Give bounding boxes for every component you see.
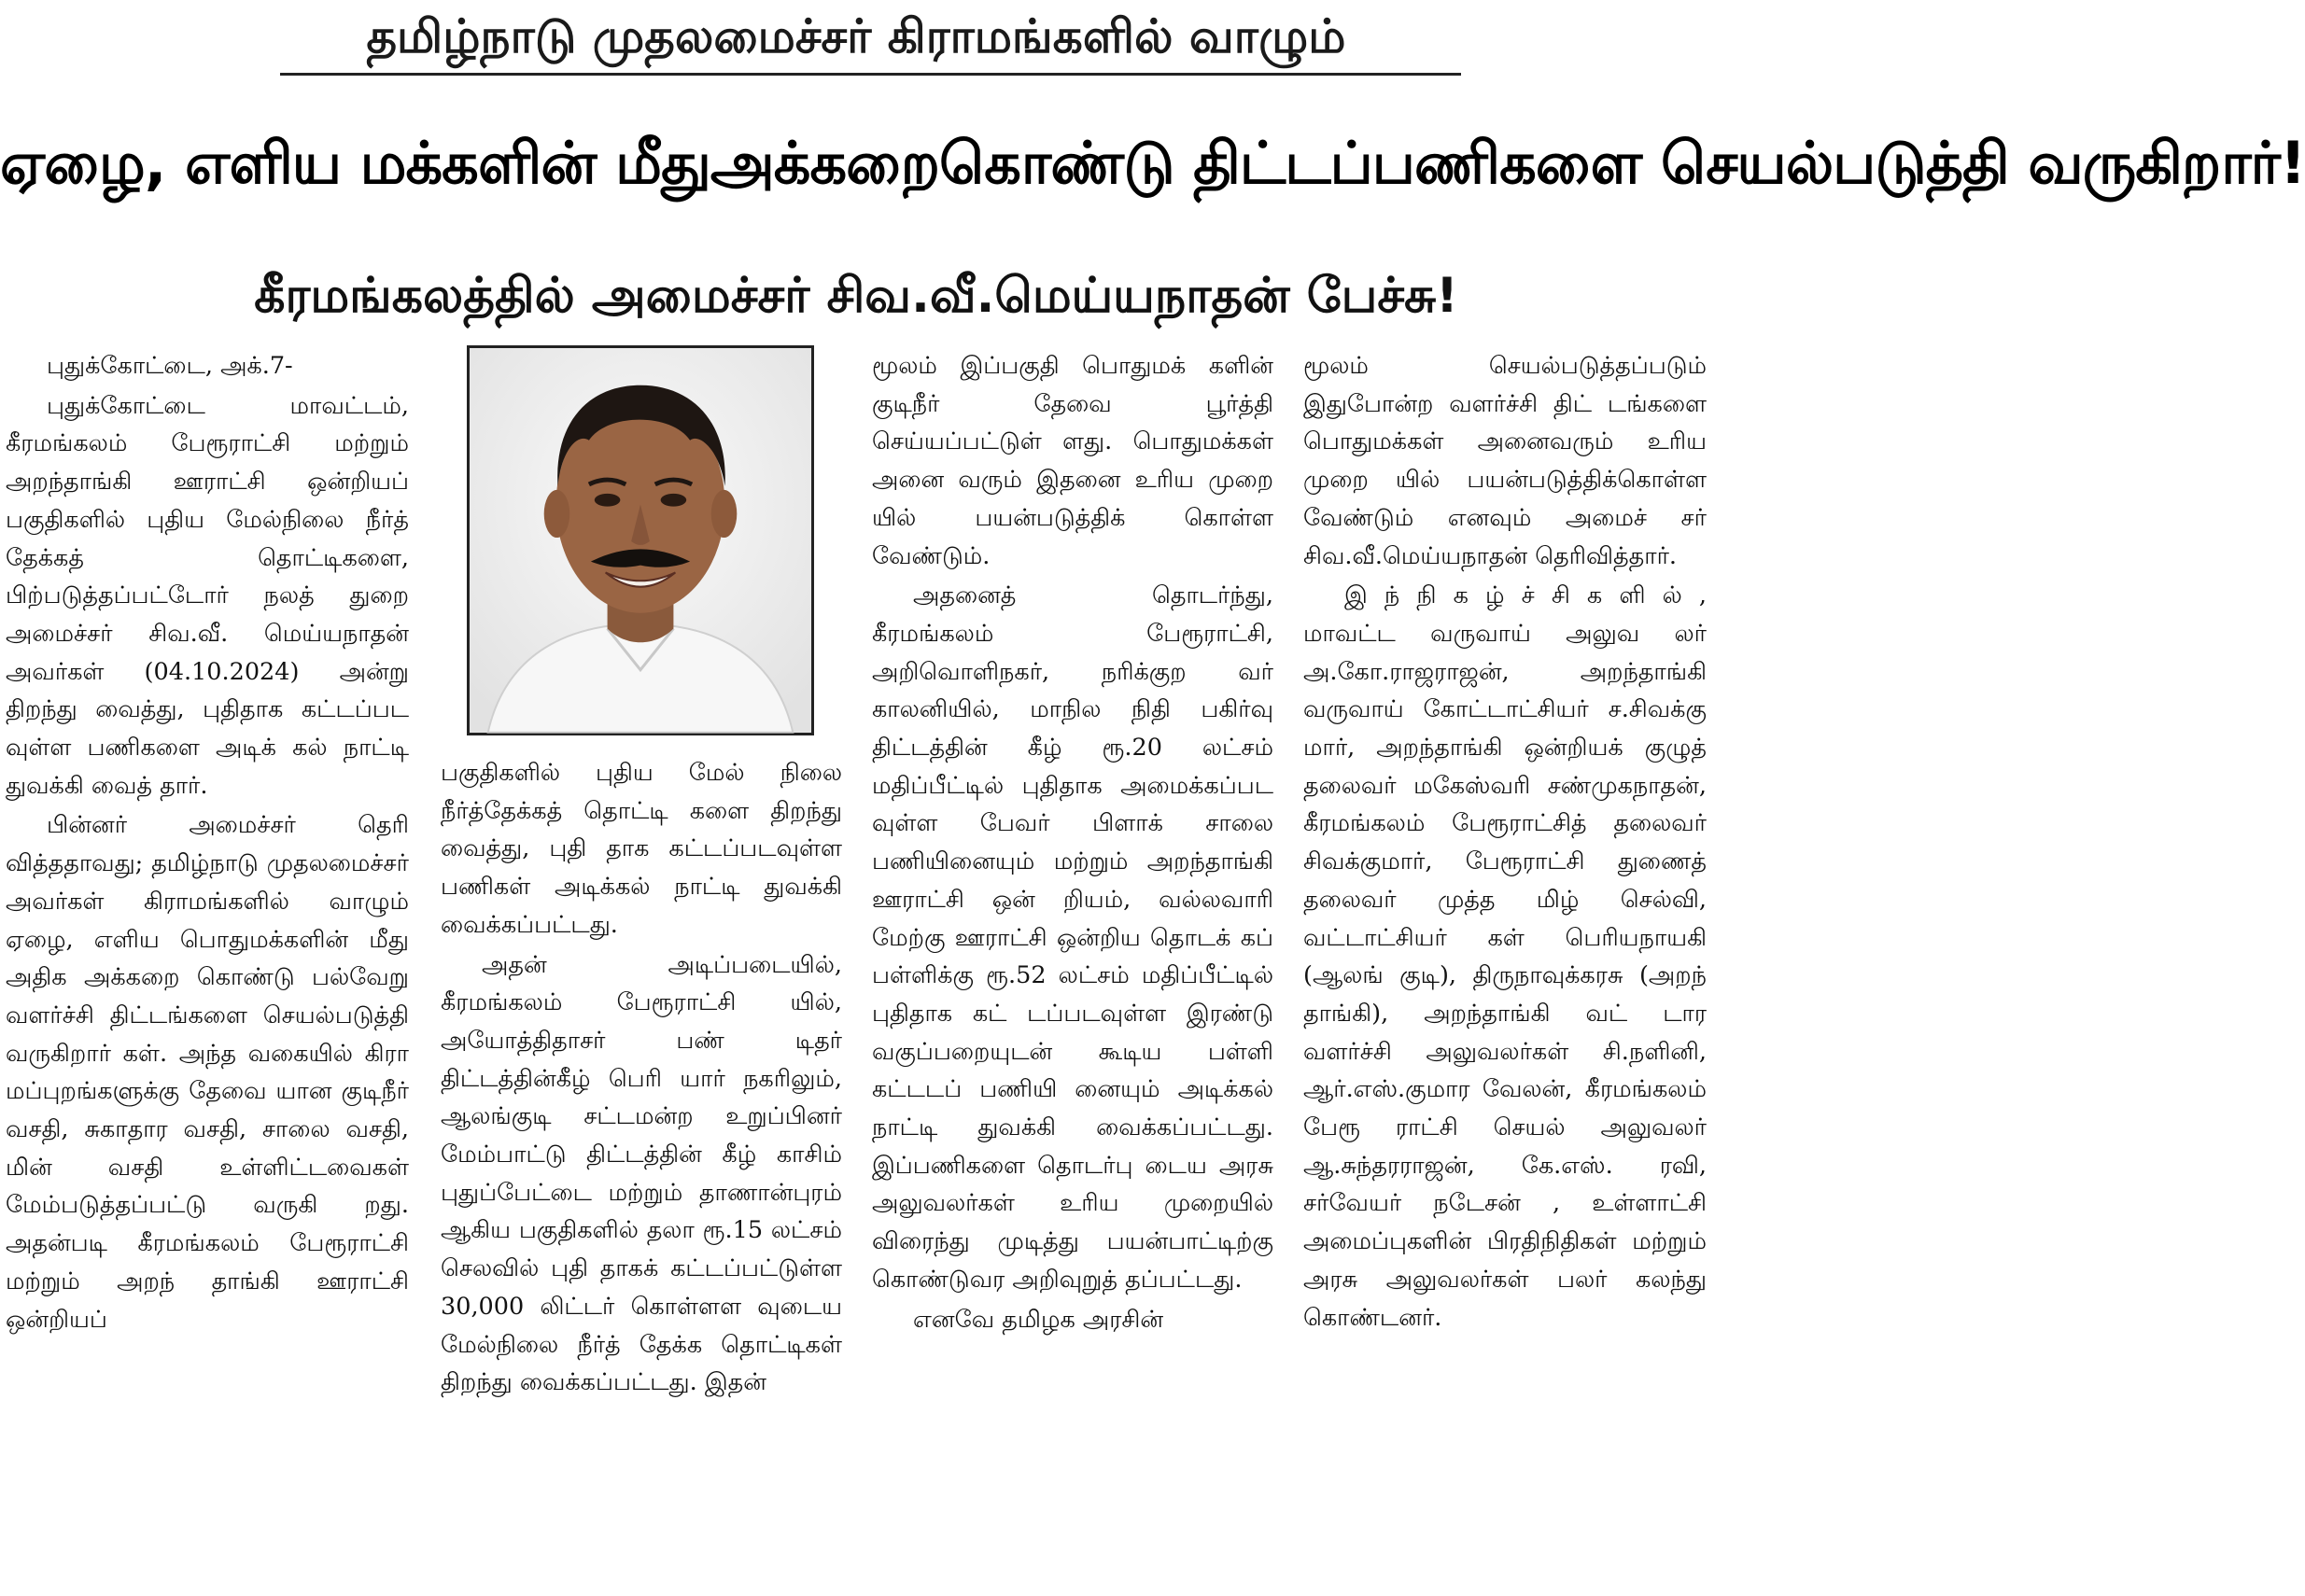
article-paragraph: இ ந் நி க ழ் ச் சி க ளி ல் , மாவட்ட வருவாய் அலுவ லர் அ.கோ.ராஜராஜன், அறந்தாங்கி வருவாய் கோட்டாட்சியர் ச.சிவக்கு மார், அறந்தாங்கி ஒன்றியக் குழுத் தலைவர் மகேஸ்வரி சண்முகநாதன், கீரமங்கலம் பேரூராட்சித் தலைவர் சிவக்குமார், பேரூராட்சி துணைத் தலைவர் முத்த மிழ் செல்வி, வட்டாட்சியர் கள் பெரியநாயகி (ஆலங் குடி), திருநாவுக்கரசு (அறந் தாங்கி), அறந்தாங்கி வட் டார வளர்ச்சி அலுவலர்கள் சி.நளினி, ஆர்.எஸ்.குமார வேலன், கீரமங்கலம் பேரூ ராட்சி செயல் அலுவலர் ஆ.சுந்தரராஜன், கே.எஸ். ரவி, சர்வேயர் நடேசன் , உள்ளாட்சி அமைப்புகளின் பிரதிநிதிகள் மற்றும் அரசு அலுவலர்கள் பலர் கலந்து கொண்டனர்.: [1303, 581, 1707, 1332]
article-paragraph: அதனைத் தொடர்ந்து, கீரமங்கலம் பேரூராட்சி, அறிவொளிநகர், நரிக்குற வர் காலனியில், மாநில நிதி பகிர்வு திட்டத்தின் கீழ் ரூ.20 லட்சம் மதிப்பீட்டில் புதிதாக அமைக்கப்பட வுள்ள பேவர் பிளாக் சாலை பணியினையும் மற்றும் அறந்தாங்கி ஊராட்சி ஒன் றியம், வல்லவாரி மேற்கு ஊராட்சி ஒன்றிய தொடக் கப் பள்ளிக்கு ரூ.52 லட்சம் மதிப்பீட்டில் புதிதாக கட் டப்படவுள்ள இரண்டு வகுப்பறையுடன் கூடிய பள்ளி கட்டடப் பணியி னையும் அடிக்கல் நாட்டி துவக்கி வைக்கப்பட்டது. இப்பணிகளை தொடர்பு டைய அரசு அலுவலர்கள் உரிய முறையில் விரைந்து முடித்து பயன்பாட்டிற்கு கொண்டுவர அறிவுறுத் தப்பட்டது.: [872, 581, 1273, 1294]
dateline: புதுக்கோட்டை, அக்.7-: [47, 352, 293, 380]
portrait-icon: [470, 348, 811, 733]
kicker-underline: [280, 73, 1461, 76]
kicker-headline: தமிழ்நாடு முதலமைச்சர் கிராமங்களில் வாழும்: [366, 9, 1346, 63]
article-paragraph: பகுதிகளில் புதிய மேல் நிலை நீர்த்தேக்கத் தொட்டி களை திறந்து வைத்து, புதி தாக கட்டப்படவுள்ள பணிகள் அடிக்கல் நாட்டி துவக்கி வைக்கப்பட்டது.: [441, 759, 842, 939]
article-paragraph: பின்னர் அமைச்சர் தெரி வித்ததாவது; தமிழ்நாடு முதலமைச்சர் அவர்கள் கிராமங்களில் வாழும் ஏழை, எளிய பொதுமக்களின் மீது அதிக அக்கறை கொண்டு பல்வேறு வளர்ச்சி திட்டங்களை செயல்படுத்தி வருகிறார் கள். அந்த வகையில் கிரா மப்புறங்களுக்கு தேவை யான குடிநீர் வசதி, சுகாதார வசதி, சாலை வசதி, மின் வசதி உள்ளிட்டவைகள் மேம்படுத்தப்பட்டு வருகி றது. அதன்படி கீரமங்கலம் பேரூராட்சி மற்றும் அறந் தாங்கி ஊராட்சி ஒன்றியப்: [6, 811, 409, 1334]
article-column-4: [1303, 347, 1707, 1590]
article-paragraph: புதுக்கோட்டை மாவட்டம், கீரமங்கலம் பேரூராட்சி மற்றும் அறந்தாங்கி ஊராட்சி ஒன்றியப் பகுதிகளில் புதிய மேல்நிலை நீர்த் தேக்கத் தொட்டிகளை, பிற்படுத்தப்பட்டோர் நலத் துறை அமைச்சர் சிவ.வீ. மெய்யநாதன் அவர்கள் (04.10.2024) அன்று திறந்து வைத்து, புதிதாக கட்டப்பட வுள்ள பணிகளை அடிக் கல் நாட்டி துவக்கி வைத் தார்.: [6, 391, 409, 800]
article-column-1: [6, 347, 409, 1590]
article-column-3: [872, 347, 1273, 1590]
article-paragraph: மூலம் செயல்படுத்தப்படும் இதுபோன்ற வளர்ச்சி திட் டங்களை பொதுமக்கள் அனைவரும் உரிய முறை யில் பயன்படுத்திக்கொள்ள வேண்டும் எனவும் அமைச் சர் சிவ.வீ.மெய்யநாதன் தெரிவித்தார்.: [1303, 352, 1707, 570]
article-paragraph: அதன் அடிப்படையில், கீரமங்கலம் பேரூராட்சி யில், அயோத்திதாசர் பண் டிதர் திட்டத்தின்கீழ் பெரி யார் நகரிலும், ஆலங்குடி சட்டமன்ற உறுப்பினர் மேம்பாட்டு திட்டத்தின் கீழ் காசிம் புதுப்பேட்டை மற்றும் தாணான்புரம் ஆகிய பகுதிகளில் தலா ரூ.15 லட்சம் செலவில் புதி தாகக் கட்டப்பட்டுள்ள 30,000 லிட்டர் கொள்ளள வுடைய மேல்நிலை நீர்த் தேக்க தொட்டிகள் திறந்து வைக்கப்பட்டது. இதன்: [441, 950, 842, 1397]
minister-portrait-photo: [467, 345, 814, 735]
main-headline: ஏழை, எளிய மக்களின் மீதுஅக்கறைகொண்டு திட்டப்பணிகளை செயல்படுத்தி வருகிறார்!: [0, 129, 2305, 197]
article-paragraph: மூலம் இப்பகுதி பொதுமக் களின் குடிநீர் தேவை பூர்த்தி செய்யப்பட்டுள் ளது. பொதுமக்கள் அனை வரும் இதனை உரிய முறை யில் பயன்படுத்திக் கொள்ள வேண்டும்.: [872, 352, 1273, 570]
article-paragraph: எனவே தமிழக அரசின்: [913, 1305, 1164, 1334]
sub-headline: கீரமங்கலத்தில் அமைச்சர் சிவ.வீ.மெய்யநாதன் பேச்சு!: [254, 268, 1458, 324]
article-column-2: [441, 754, 842, 1590]
